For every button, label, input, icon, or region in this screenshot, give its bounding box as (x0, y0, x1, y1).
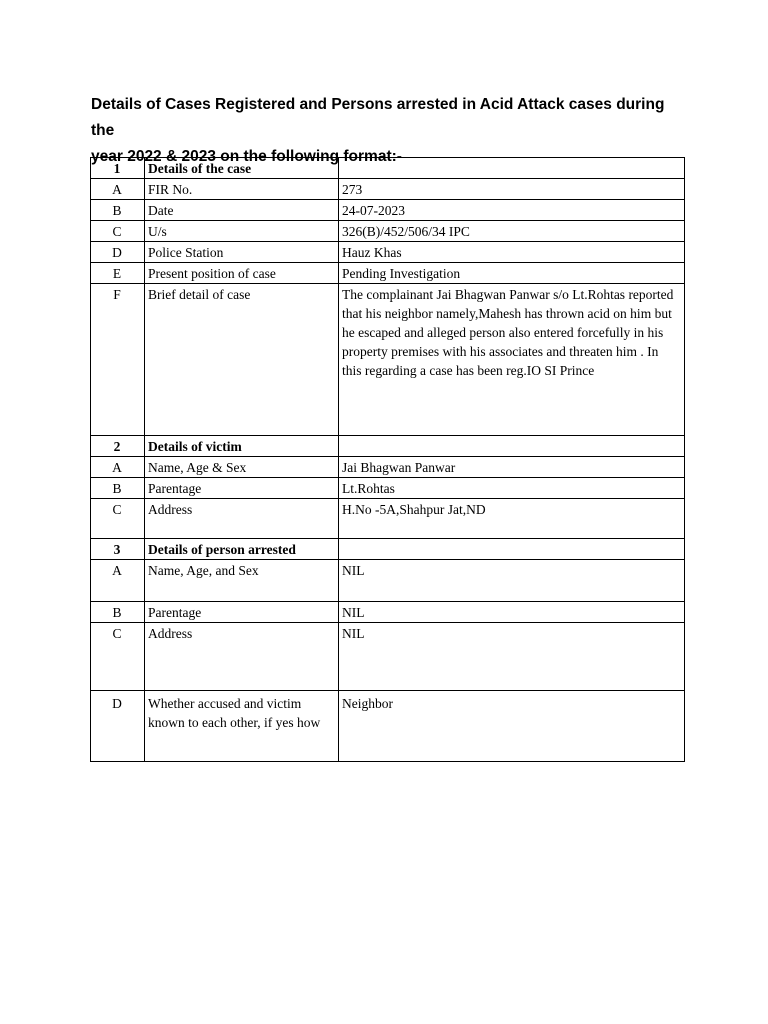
row-value: Pending Investigation (339, 263, 685, 284)
case-details-table (90, 157, 685, 762)
row-label: Parentage (145, 602, 339, 623)
table-row-brief-detail (91, 284, 685, 436)
row-value: NIL (339, 560, 685, 602)
brief-detail-text: The complainant Jai Bhagwan Panwar s/o Lt.Rohtas reported that his neighbor namely,Mahesh has thrown acid on him but he escaped and alleged person also entered forcefully in his property premises with his associates and threaten him . In this regarding a case has been reg.IO SI Prince (339, 284, 685, 436)
section-value-empty (339, 158, 685, 179)
row-label: Name, Age, and Sex (145, 560, 339, 602)
row-value: Jai Bhagwan Panwar (339, 457, 685, 478)
section-value-empty (339, 539, 685, 560)
row-letter: E (91, 263, 145, 284)
table-row (91, 499, 685, 539)
row-value: Lt.Rohtas (339, 478, 685, 499)
section-number: 3 (91, 539, 145, 560)
table-row (91, 602, 685, 623)
row-value: Neighbor (339, 691, 685, 762)
row-label: Brief detail of case (145, 284, 339, 436)
row-value: NIL (339, 602, 685, 623)
row-label: Date (145, 200, 339, 221)
row-label: Address (145, 499, 339, 539)
section-title: Details of victim (145, 436, 339, 457)
row-label: Police Station (145, 242, 339, 263)
section-number: 1 (91, 158, 145, 179)
table-row (91, 560, 685, 602)
row-letter: D (91, 242, 145, 263)
row-letter: C (91, 221, 145, 242)
row-letter: B (91, 478, 145, 499)
row-label: Present position of case (145, 263, 339, 284)
table-row (91, 200, 685, 221)
row-value: 273 (339, 179, 685, 200)
heading-line-2: year 2022 & 2023 on the following format:- (91, 148, 402, 165)
section-header-victim (91, 436, 685, 457)
row-label: Parentage (145, 478, 339, 499)
section-title: Details of the case (145, 158, 339, 179)
row-label: FIR No. (145, 179, 339, 200)
row-value: 24-07-2023 (339, 200, 685, 221)
row-letter: B (91, 602, 145, 623)
row-value: H.No -5A,Shahpur Jat,ND (339, 499, 685, 539)
heading-line-1: Details of Cases Registered and Persons arrested in Acid Attack cases during the (91, 96, 665, 139)
row-value: NIL (339, 623, 685, 691)
table-row (91, 457, 685, 478)
row-letter: A (91, 179, 145, 200)
row-label: Address (145, 623, 339, 691)
table-row (91, 242, 685, 263)
table-row (91, 623, 685, 691)
section-title: Details of person arrested (145, 539, 339, 560)
row-label: Name, Age & Sex (145, 457, 339, 478)
section-header-case (91, 158, 685, 179)
row-letter: A (91, 560, 145, 602)
table-row-relation (91, 691, 685, 762)
row-label: U/s (145, 221, 339, 242)
table-row (91, 478, 685, 499)
row-value: 326(B)/452/506/34 IPC (339, 221, 685, 242)
table-row (91, 221, 685, 242)
row-label: Whether accused and victim known to each other, if yes how (145, 691, 339, 762)
row-letter: B (91, 200, 145, 221)
row-letter: C (91, 499, 145, 539)
row-letter: C (91, 623, 145, 691)
row-letter: D (91, 691, 145, 762)
table-row (91, 263, 685, 284)
section-value-empty (339, 436, 685, 457)
section-number: 2 (91, 436, 145, 457)
row-letter: A (91, 457, 145, 478)
section-header-arrested (91, 539, 685, 560)
row-letter: F (91, 284, 145, 436)
row-value: Hauz Khas (339, 242, 685, 263)
table-row (91, 179, 685, 200)
